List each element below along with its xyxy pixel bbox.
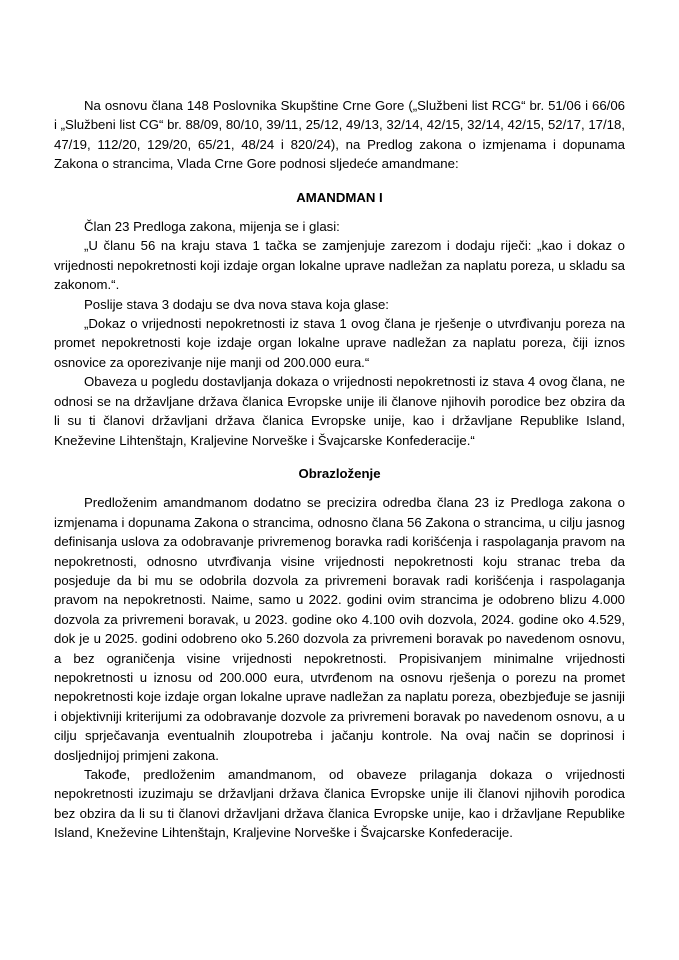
amendment-paragraph-5: Obaveza u pogledu dostavljanja dokaza o vrijednosti nepokretnosti iz stava 4 ovog člana, ne odnosi se na državljane država članica Evropske unije ili članove njihovih porodice bez obzira da li su ti članovi državljani država članica Evropske unije, kao i državljane Republike Island, Kneževine Lihtenštajn, Kraljevine Norveške i Švajcarske Konfederacije.“: [54, 374, 625, 448]
amendment-paragraph-4: „Dokaz o vrijednosti nepokretnosti iz stava 1 ovog člana je rješenje o utvrđivanju poreza na promet nepokretnosti koje izdaje organ lokalne uprave nadležan za naplatu poreza, čiji iznos osnovice za oporezivanje nije manji od 200.000 eura.“: [54, 316, 625, 370]
amendment-paragraph-3: Poslije stava 3 dodaju se dva nova stava koja glase:: [84, 296, 389, 312]
explanation-paragraph-1: Predloženim amandmanom dodatno se precizira odredba člana 23 iz Predloga zakona o izmjenama i dopunama Zakona o strancima, odnosno člana 56 Zakona o strancima, u cilju jasnog definisanja uslova za odobravanje privremenog boravka radi korišćenja i raspolaganja pravom na nepokretnosti, odnosno utvrđivanja visine vrijednosti nepokretnosti koju stranac treba da posjeduje da bi mu se odobrila dozvola za privremeni boravak radi korišćenja i raspolaganja pravom na nepokretnosti. Naime, samo u 2022. godini ovim strancima je odobreno blizu 4.000 dozvola za privremeni boravak, u 2023. godine oko 4.100 ovih dozvola, 2024. godine oko 4.529, dok je u 2025. godini odobreno oko 5.260 dozvola za privremeni boravak po navedenom osnovu, a bez ograničenja visine vrijednosti nepokretnosti. Propisivanjem minimalne vrijednosti nepokretnosti u iznosu od 200.000 eura, utvrđenom na osnovu rješenja o porezu na promet nepokretnosti koje izdaje organ lokalne uprave nadležan za naplatu poreza, obezbjeđuje se jasniji i objektivniji kriterijumi za odobravanje dozvole za privremeni boravak po navedenom osnovu, a u cilju sprječavanja eventualnih zloupotreba i jačanju kontrole. Na ovaj način se doprinosi i dosljednijoj primjeni zakona.: [54, 495, 625, 763]
explanation-paragraph-2: Takođe, predloženim amandmanom, od obaveze prilaganja dokaza o vrijednosti nepokretnosti izuzimaju se državljani država članica Evropske unije ili članovi njihovih porodica bez obzira da li su ti članovi državljani država članica Evropske unije, kao i državljane Republike Island, Kneževine Lihtenštajn, Kraljevine Norveške i Švajcarske Konfederacije.: [54, 767, 625, 841]
amendment-paragraph-1: Član 23 Predloga zakona, mijenja se i glasi:: [84, 219, 340, 235]
explanation-heading: Obrazloženje: [298, 465, 381, 481]
amendment-heading: AMANDMAN I: [296, 189, 383, 205]
amendment-paragraph-2: „U članu 56 na kraju stava 1 tačka se zamjenjuje zarezom i dodaju riječi: „kao i dokaz o vrijednosti nepokretnosti koji izdaje organ lokalne uprave nadležan za naplatu poreza, u skladu sa zakonom.“.: [54, 238, 625, 293]
intro-paragraph: Na osnovu člana 148 Poslovnika Skupštine Crne Gore („Službeni list RCG“ br. 51/06 i 66/06 i „Službeni list CG“ br. 88/09, 80/10, 39/11, 25/12, 49/13, 32/14, 42/15, 32/14, 42/15, 52/17, 17/18, 47/19, 112/20, 129/20, 65/21, 48/24 i 820/24), na Predlog zakona o izmjenama i dopunama Zakona o strancima, Vlada Crne Gore podnosi sljedeće amandmane:: [54, 98, 625, 172]
